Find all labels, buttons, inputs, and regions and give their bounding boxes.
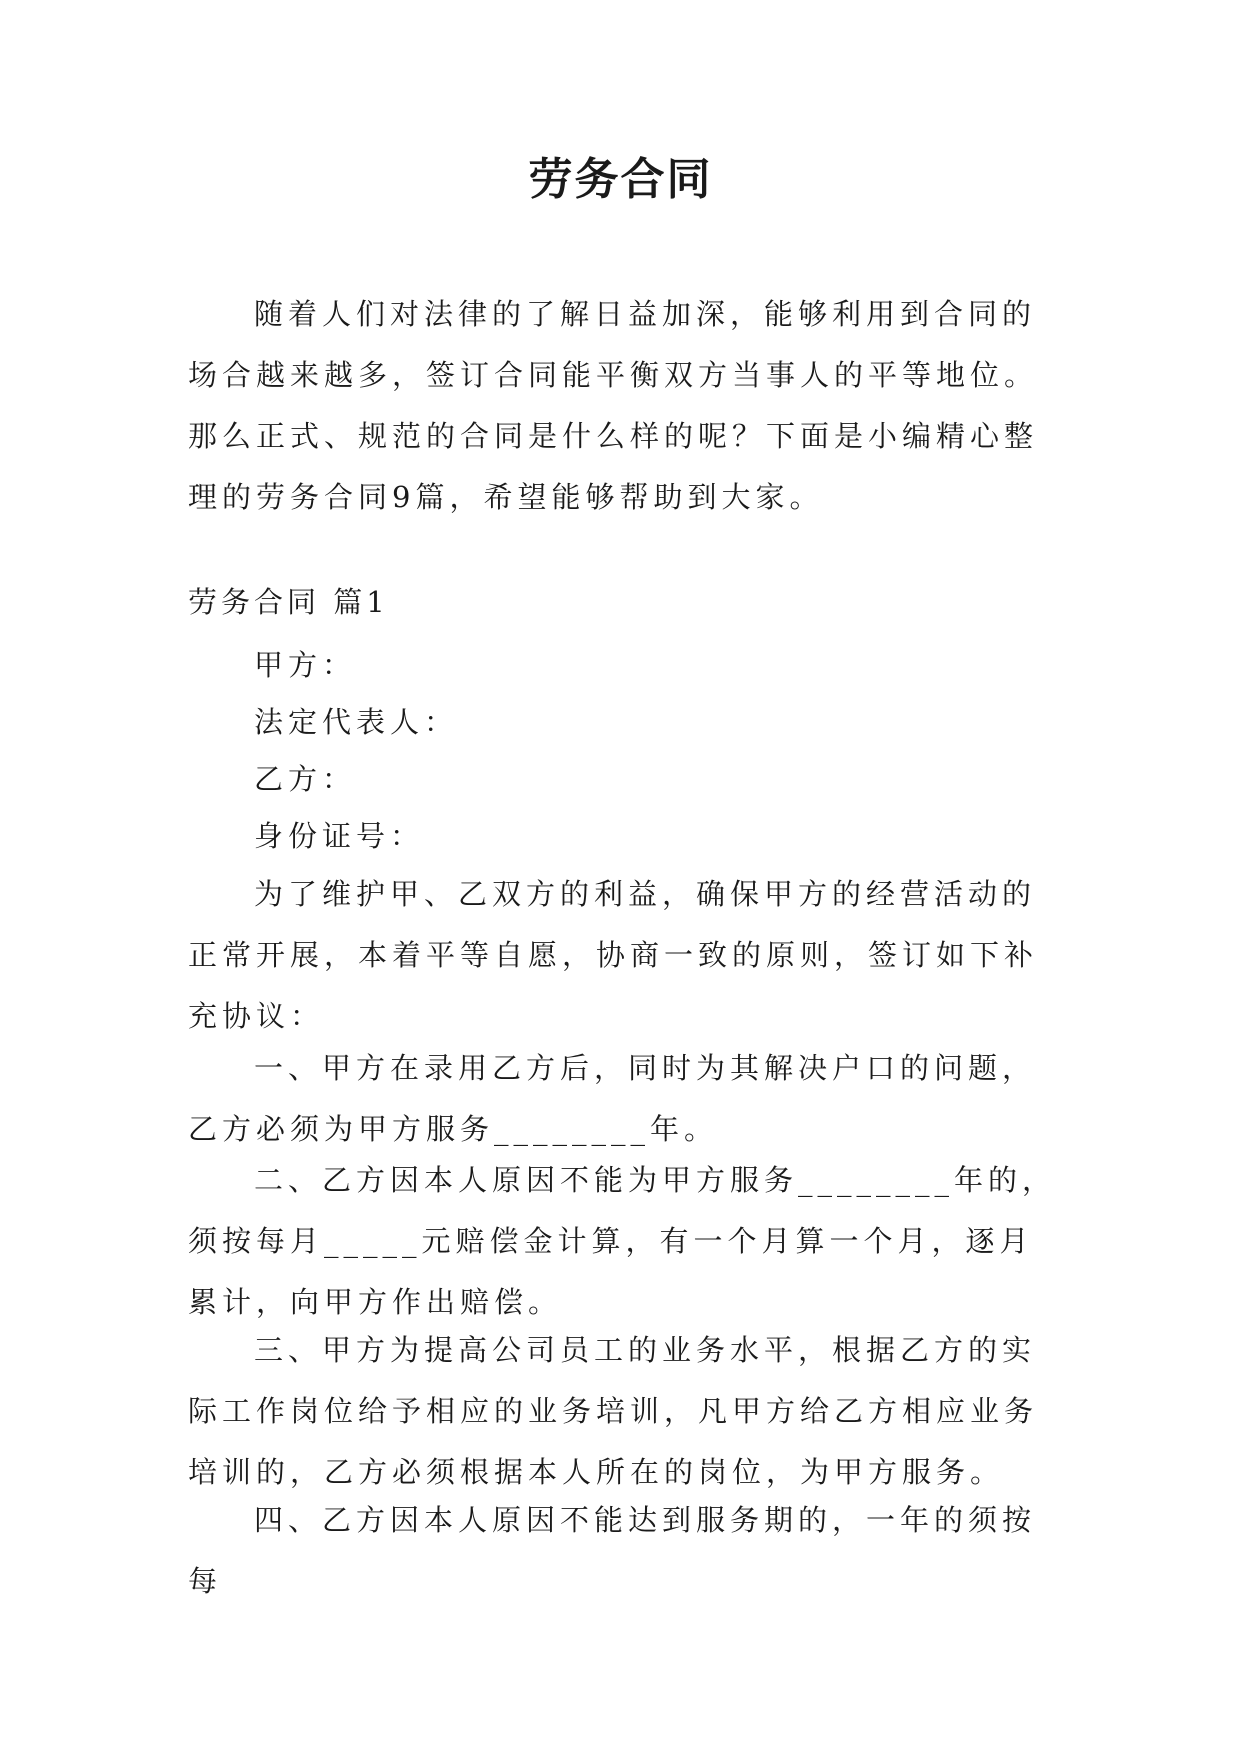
section-heading: 劳务合同 篇1 [188, 585, 389, 619]
clause-2: 二、乙方因本人原因不能为甲方服务________年的，须按每月_____元赔偿金计算，有一个月算一个月，逐月累计，向甲方作出赔偿。 [188, 1163, 1057, 1319]
intro-paragraph: 随着人们对法律的了解日益加深，能够利用到合同的场合越来越多，签订合同能平衡双方当事人的平等地位。那么正式、规范的合同是什么样的呢？下面是小编精心整理的劳务合同9篇，希望能够帮助到大家。 [188, 297, 1039, 514]
document-title: 劳务合同 [528, 154, 713, 205]
id-number-field: 身份证号： [254, 819, 425, 853]
purpose-paragraph: 为了维护甲、乙双方的利益，确保甲方的经营活动的正常开展，本着平等自愿，协商一致的原则，签订如下补充协议： [188, 877, 1039, 1033]
clause-1: 一、甲方在录用乙方后，同时为其解决户口的问题，乙方必须为甲方服务________年。 [188, 1051, 1037, 1146]
legal-representative-field: 法定代表人： [254, 705, 459, 739]
party-a-field: 甲方： [254, 648, 357, 682]
clause-3: 三、甲方为提高公司员工的业务水平，根据乙方的实际工作岗位给予相应的业务培训，凡甲方给乙方相应业务培训的，乙方必须根据本人所在的岗位，为甲方服务。 [188, 1333, 1039, 1489]
clause-4: 四、乙方因本人原因不能达到服务期的，一年的须按每 [188, 1503, 1037, 1598]
party-b-field: 乙方： [254, 762, 357, 796]
